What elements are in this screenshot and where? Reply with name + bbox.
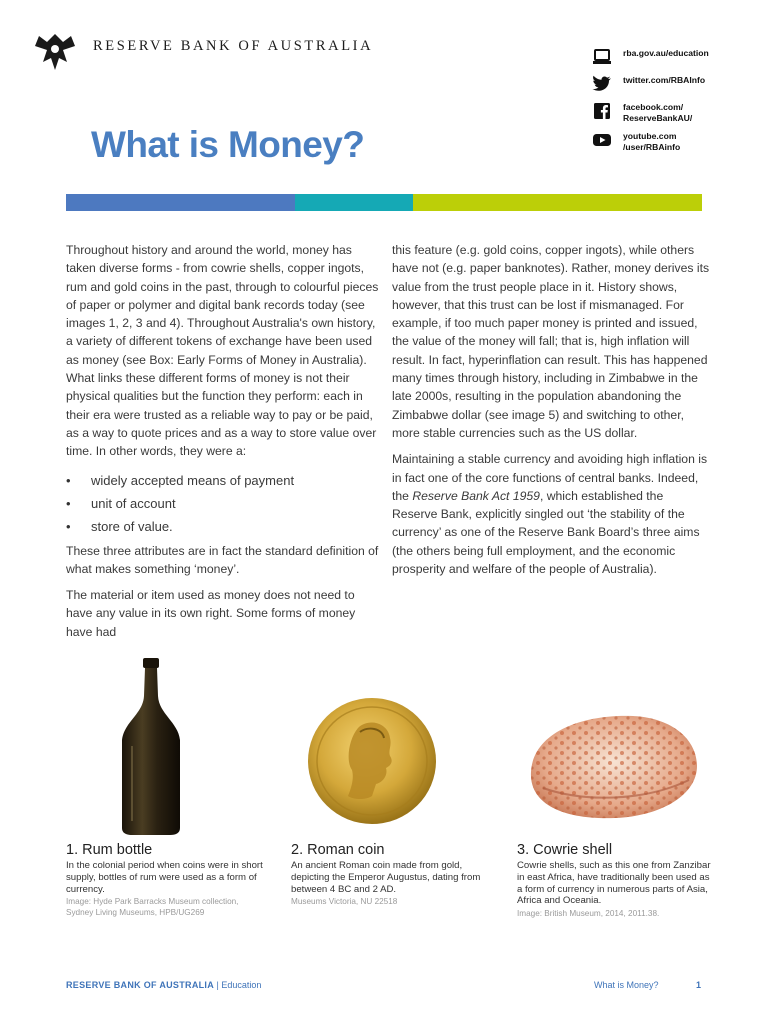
caption-description: In the colonial period when coins were in short supply, bottles of rum were used as a form of currency. — [66, 860, 263, 895]
paragraph — [392, 450, 710, 578]
caption-title: 1. Rum bottle — [66, 842, 153, 858]
list-item: • store of value. — [66, 515, 384, 538]
left-column — [66, 241, 384, 649]
caption-source: Image: Hyde Park Barracks Museum collection, Sydney Living Museums, HPB/UG269 — [66, 897, 239, 918]
right-column — [392, 241, 710, 586]
caption-title: 2. Roman coin — [291, 842, 385, 858]
caption-source: Image: British Museum, 2014, 2011.38. — [517, 909, 660, 919]
youtube-icon — [592, 131, 612, 149]
facebook-text-2: ReserveBankAU/ — [623, 112, 693, 123]
youtube-link[interactable] — [592, 131, 762, 152]
bank-name: RESERVE BANK OF AUSTRALIA — [93, 38, 374, 54]
list-item: • unit of account — [66, 492, 384, 515]
twitter-link[interactable] — [592, 75, 762, 93]
social-links — [592, 48, 762, 158]
youtube-text-1: youtube.com — [623, 131, 677, 141]
header-rule-blue — [66, 194, 295, 211]
website-link[interactable] — [592, 48, 762, 66]
paragraph-text: , which established the Reserve Bank, explicitly singled out ‘the stability of the currency’ as one of the Reserve Bank Board’s three aims (the others being full employment, and the economic prosperity and welfare of the people of Australia). — [392, 488, 700, 577]
footer-doc-title: What is Money? — [594, 980, 659, 990]
list-item: • widely accepted means of payment — [66, 469, 384, 492]
paragraph: These three attributes are in fact the standard definition of what makes something ‘money’. — [66, 543, 379, 576]
facebook-link[interactable] — [592, 102, 762, 123]
caption-rum-bottle — [66, 842, 266, 918]
caption-description: Cowrie shells, such as this one from Zanzibar in east Africa, have traditionally been used as a form of currency in numerous parts of Asia, Africa and Oceania. — [517, 860, 711, 907]
roman-coin-image — [306, 696, 438, 826]
paragraph: Throughout history and around the world, money has taken diverse forms - from cowrie shells, copper ingots, rum and gold coins in the past, through to colourful pieces of paper or polymer and digital bank records today (see images 1, 2, 3 and 4). Throughout Australia's own history, a variety of different tokens of exchange have been used as money (see Box: Early Forms of Money in Australia). What links these different forms of money is not their physical qualities but the function they perform: each in their era were trusted as a reliable way to pay or be paid, as a way to quote prices and as a way to store value over time. In other words, they were a: — [66, 243, 379, 459]
laptop-icon — [592, 48, 612, 66]
caption-cowrie-shell — [517, 842, 717, 919]
twitter-text: twitter.com/RBAInfo — [623, 75, 706, 85]
cowrie-shell-image — [523, 710, 701, 822]
facebook-text-1: facebook.com/ — [623, 102, 684, 112]
caption-source: Museums Victoria, NU 22518 — [291, 897, 398, 907]
caption-roman-coin — [291, 842, 491, 907]
header-rule-green — [413, 194, 702, 211]
page-number: 1 — [696, 980, 702, 990]
twitter-icon — [592, 75, 612, 93]
website-text: rba.gov.au/education — [623, 48, 709, 58]
money-functions-list — [66, 469, 384, 538]
caption-title: 3. Cowrie shell — [517, 842, 613, 858]
rum-bottle-image — [118, 656, 184, 836]
act-title: Reserve Bank Act 1959 — [412, 488, 540, 503]
paragraph-text: Maintaining a stable currency and avoiding high inflation is in fact one of the core functions of central banks. Indeed, the — [392, 452, 708, 503]
rba-logo-icon — [33, 32, 77, 72]
footer-separator: | — [214, 980, 222, 990]
footer-org — [66, 980, 261, 990]
footer-section: Education — [221, 980, 262, 990]
caption-description: An ancient Roman coin made from gold, depicting the Emperor Augustus, dating from between 4 BC and 2 AD. — [291, 860, 481, 895]
facebook-icon — [592, 102, 612, 120]
youtube-text-2: /user/RBAinfo — [623, 141, 681, 152]
paragraph: The material or item used as money does not need to have any value in its own right. Some forms of money have had — [66, 588, 356, 639]
page-title: What is Money? — [91, 124, 365, 165]
header-rule-teal — [295, 194, 413, 211]
footer-org-name: RESERVE BANK OF AUSTRALIA — [66, 980, 215, 990]
paragraph: this feature (e.g. gold coins, copper ingots), while others have not (e.g. paper banknotes). Rather, money derives its value from the trust people place in it. History shows, however, that this trust can be lost if mismanaged. For example, if too much paper money is printed and issued, the value of the money will fall; that is, high inflation will result. In fact, hyperinflation can result. This has happened many times through history, including in Zimbabwe in the late 2000s, resulting in the population abandoning the Zimbabwe dollar (see image 5) and switching to other, more stable currencies such as the US dollar. — [392, 243, 710, 440]
